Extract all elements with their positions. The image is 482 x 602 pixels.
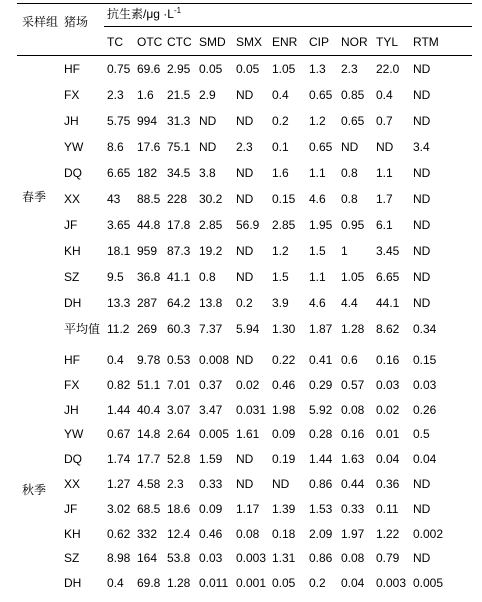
value-cell: 4.58 <box>137 477 161 491</box>
value-cell: 3.07 <box>167 403 191 417</box>
value-cell: 0.62 <box>107 527 131 541</box>
farm-cell: DH <box>64 296 82 310</box>
value-cell: 51.1 <box>137 378 161 392</box>
value-cell: 7.37 <box>199 322 223 336</box>
value-cell: 5.94 <box>236 322 260 336</box>
value-cell: 0.26 <box>413 403 437 417</box>
value-cell: 5.92 <box>309 403 333 417</box>
value-cell: 8.6 <box>107 140 124 154</box>
value-cell: 0.67 <box>107 427 131 441</box>
value-cell: 0.46 <box>272 378 296 392</box>
value-cell: 41.1 <box>167 270 191 284</box>
value-cell: 3.47 <box>199 403 223 417</box>
farm-cell: DQ <box>64 166 82 180</box>
value-cell: 0.16 <box>376 353 400 367</box>
value-cell: 0.008 <box>199 353 230 367</box>
value-cell: 0.05 <box>236 62 260 76</box>
value-cell: 75.1 <box>167 140 191 154</box>
value-cell: 17.8 <box>167 218 191 232</box>
value-cell: 36.8 <box>137 270 161 284</box>
value-cell: 1.30 <box>272 322 296 336</box>
value-cell: 332 <box>137 527 158 541</box>
value-cell: 2.85 <box>199 218 223 232</box>
value-cell: 0.29 <box>309 378 333 392</box>
value-cell: 0.003 <box>376 576 407 590</box>
value-cell: 2.64 <box>167 427 191 441</box>
value-cell: ND <box>413 114 431 128</box>
header-antibiotic-tc: TC <box>107 35 123 49</box>
header-bottom-rule <box>17 55 472 56</box>
value-cell: 31.3 <box>167 114 191 128</box>
value-cell: 13.3 <box>107 296 131 310</box>
value-cell: 18.6 <box>167 502 191 516</box>
value-cell: 0.08 <box>341 403 365 417</box>
unit-main: 抗生素/μg <box>107 7 160 21</box>
value-cell: 68.5 <box>137 502 161 516</box>
value-cell: 3.02 <box>107 502 131 516</box>
value-cell: 6.65 <box>376 270 400 284</box>
value-cell: ND <box>413 270 431 284</box>
value-cell: ND <box>236 353 254 367</box>
value-cell: 0.2 <box>309 576 326 590</box>
value-cell: 0.2 <box>272 114 289 128</box>
unit-L: L <box>167 7 174 21</box>
unit-dot: · <box>163 7 168 21</box>
value-cell: 1.28 <box>341 322 365 336</box>
value-cell: 52.8 <box>167 452 191 466</box>
value-cell: 34.5 <box>167 166 191 180</box>
value-cell: 0.09 <box>272 427 296 441</box>
value-cell: 1.1 <box>376 166 393 180</box>
value-cell: 1.97 <box>341 527 365 541</box>
farm-cell: XX <box>64 192 81 206</box>
value-cell: ND <box>413 192 431 206</box>
value-cell: 0.33 <box>341 502 365 516</box>
value-cell: 1.95 <box>309 218 333 232</box>
value-cell: 0.4 <box>376 88 393 102</box>
value-cell: 1.59 <box>199 452 223 466</box>
value-cell: 1 <box>341 244 348 258</box>
farm-cell: JF <box>64 502 78 516</box>
value-cell: 60.3 <box>167 322 191 336</box>
table-top-rule <box>17 3 472 4</box>
value-cell: 11.2 <box>107 322 130 336</box>
farm-cell: DQ <box>64 452 82 466</box>
value-cell: ND <box>413 218 431 232</box>
value-cell: 1.98 <box>272 403 296 417</box>
farm-cell: FX <box>64 88 80 102</box>
value-cell: 0.4 <box>107 576 124 590</box>
value-cell: 1.05 <box>341 270 365 284</box>
value-cell: 0.82 <box>107 378 131 392</box>
value-cell: 0.33 <box>199 477 223 491</box>
farm-cell: JH <box>64 403 79 417</box>
value-cell: 3.8 <box>199 166 216 180</box>
farm-cell: XX <box>64 477 81 491</box>
value-cell: 0.65 <box>309 140 333 154</box>
farm-cell: FX <box>64 378 80 392</box>
value-cell: 0.03 <box>376 378 400 392</box>
value-cell: 2.9 <box>199 88 216 102</box>
value-cell: ND <box>272 477 290 491</box>
value-cell: 1.6 <box>137 88 154 102</box>
value-cell: 1.61 <box>236 427 260 441</box>
value-cell: ND <box>413 296 431 310</box>
value-cell: ND <box>413 166 431 180</box>
value-cell: 3.65 <box>107 218 131 232</box>
value-cell: ND <box>199 114 217 128</box>
header-farm: 猪场 <box>64 15 89 29</box>
value-cell: 0.03 <box>413 378 437 392</box>
value-cell: 0.34 <box>413 322 437 336</box>
value-cell: 0.22 <box>272 353 296 367</box>
value-cell: 19.2 <box>199 244 223 258</box>
value-cell: 2.09 <box>309 527 333 541</box>
value-cell: 0.5 <box>413 427 430 441</box>
value-cell: 1.27 <box>107 477 131 491</box>
season-label-spring: 春季 <box>22 190 47 204</box>
farm-cell: YW <box>64 427 84 441</box>
value-cell: ND <box>236 114 254 128</box>
farm-cell: HF <box>64 62 80 76</box>
value-cell: 2.3 <box>236 140 253 154</box>
value-cell: 3.45 <box>376 244 400 258</box>
value-cell: ND <box>199 140 217 154</box>
value-cell: 1.63 <box>341 452 365 466</box>
value-cell: 69.8 <box>137 576 161 590</box>
value-cell: 21.5 <box>167 88 191 102</box>
value-cell: 0.7 <box>376 114 393 128</box>
value-cell: ND <box>341 140 359 154</box>
value-cell: 182 <box>137 166 158 180</box>
value-cell: 0.031 <box>236 403 267 417</box>
value-cell: 1.17 <box>236 502 260 516</box>
value-cell: 269 <box>137 322 158 336</box>
farm-cell: YW <box>64 140 84 154</box>
header-antibiotic-nor: NOR <box>341 35 368 49</box>
header-sample-group: 采样组 <box>22 15 59 29</box>
value-cell: 0.09 <box>199 502 223 516</box>
value-cell: 0.04 <box>376 452 400 466</box>
value-cell: 8.62 <box>376 322 400 336</box>
value-cell: 0.85 <box>341 88 365 102</box>
header-antibiotic-rtm: RTM <box>413 35 439 49</box>
value-cell: 0.003 <box>236 551 267 565</box>
value-cell: 0.02 <box>236 378 260 392</box>
header-antibiotic-cip: CIP <box>309 35 330 49</box>
value-cell: 0.19 <box>272 452 296 466</box>
value-cell: 0.65 <box>309 88 333 102</box>
value-cell: 1.53 <box>309 502 333 516</box>
value-cell: 9.5 <box>107 270 124 284</box>
value-cell: 0.05 <box>199 62 223 76</box>
value-cell: 1.1 <box>309 270 326 284</box>
value-cell: 44.1 <box>376 296 400 310</box>
value-cell: 0.11 <box>376 502 399 516</box>
value-cell: ND <box>413 62 431 76</box>
value-cell: 69.6 <box>137 62 161 76</box>
value-cell: 0.36 <box>376 477 400 491</box>
value-cell: 0.86 <box>309 477 333 491</box>
farm-cell: SZ <box>64 270 80 284</box>
header-antibiotic-otc: OTC <box>137 35 163 49</box>
value-cell: 0.46 <box>199 527 223 541</box>
season-label-autumn: 秋季 <box>22 483 47 497</box>
value-cell: 0.15 <box>413 353 437 367</box>
value-cell: 164 <box>137 551 158 565</box>
value-cell: 1.39 <box>272 502 296 516</box>
value-cell: 88.5 <box>137 192 161 206</box>
value-cell: 87.3 <box>167 244 191 258</box>
value-cell: ND <box>413 88 431 102</box>
value-cell: 13.8 <box>199 296 223 310</box>
value-cell: 6.1 <box>376 218 393 232</box>
value-cell: 17.7 <box>137 452 161 466</box>
value-cell: 0.95 <box>341 218 365 232</box>
value-cell: 0.41 <box>309 353 333 367</box>
value-cell: ND <box>376 140 394 154</box>
header-antibiotic-ctc: CTC <box>167 35 192 49</box>
farm-cell: JF <box>64 218 78 232</box>
value-cell: 8.98 <box>107 551 131 565</box>
value-cell: 0.18 <box>272 527 296 541</box>
value-cell: 1.05 <box>272 62 296 76</box>
value-cell: ND <box>413 502 431 516</box>
unit-exponent: -1 <box>173 6 182 15</box>
value-cell: 7.01 <box>167 378 191 392</box>
value-cell: 0.4 <box>272 88 289 102</box>
value-cell: 18.1 <box>107 244 131 258</box>
value-cell: ND <box>236 88 254 102</box>
value-cell: 0.001 <box>236 576 267 590</box>
value-cell: 0.04 <box>413 452 437 466</box>
value-cell: 14.8 <box>137 427 161 441</box>
value-cell: 0.04 <box>341 576 365 590</box>
value-cell: 1.28 <box>167 576 191 590</box>
value-cell: 0.65 <box>341 114 365 128</box>
farm-cell: 平均值 <box>64 322 101 336</box>
value-cell: 0.02 <box>376 403 400 417</box>
value-cell: 0.03 <box>199 551 223 565</box>
value-cell: 4.4 <box>341 296 358 310</box>
header-antibiotic-smx: SMX <box>236 35 263 49</box>
value-cell: ND <box>413 477 431 491</box>
value-cell: 994 <box>137 114 158 128</box>
value-cell: 17.6 <box>137 140 161 154</box>
value-cell: 56.9 <box>236 218 260 232</box>
value-cell: 959 <box>137 244 158 258</box>
value-cell: 1.44 <box>107 403 131 417</box>
value-cell: ND <box>413 244 431 258</box>
value-cell: 0.37 <box>199 378 223 392</box>
value-cell: 1.5 <box>309 244 326 258</box>
value-cell: 1.31 <box>272 551 296 565</box>
value-cell: 287 <box>137 296 158 310</box>
value-cell: 43 <box>107 192 121 206</box>
value-cell: 9.78 <box>137 353 161 367</box>
farm-cell: DH <box>64 576 82 590</box>
value-cell: ND <box>413 551 431 565</box>
value-cell: 0.53 <box>167 353 191 367</box>
value-cell: 30.2 <box>199 192 223 206</box>
value-cell: 0.011 <box>199 576 229 590</box>
value-cell: ND <box>236 270 254 284</box>
value-cell: 1.3 <box>309 62 326 76</box>
value-cell: 1.7 <box>376 192 393 206</box>
value-cell: 0.44 <box>341 477 365 491</box>
value-cell: 3.9 <box>272 296 289 310</box>
value-cell: 1.2 <box>309 114 326 128</box>
value-cell: 0.05 <box>272 576 296 590</box>
value-cell: 0.8 <box>341 166 358 180</box>
value-cell: ND <box>236 477 254 491</box>
value-cell: 1.6 <box>272 166 289 180</box>
value-cell: 0.8 <box>199 270 216 284</box>
value-cell: 2.85 <box>272 218 296 232</box>
value-cell: 0.57 <box>341 378 365 392</box>
value-cell: 22.0 <box>376 62 400 76</box>
value-cell: 0.01 <box>376 427 400 441</box>
value-cell: 2.3 <box>341 62 358 76</box>
farm-cell: KH <box>64 244 81 258</box>
value-cell: 1.5 <box>272 270 289 284</box>
value-cell: 0.2 <box>236 296 253 310</box>
value-cell: 0.08 <box>236 527 260 541</box>
value-cell: 6.65 <box>107 166 131 180</box>
farm-cell: HF <box>64 353 80 367</box>
farm-cell: KH <box>64 527 81 541</box>
header-antibiotic-smd: SMD <box>199 35 226 49</box>
value-cell: 5.75 <box>107 114 131 128</box>
value-cell: 1.22 <box>376 527 400 541</box>
value-cell: 228 <box>167 192 188 206</box>
value-cell: 12.4 <box>167 527 191 541</box>
value-cell: 1.87 <box>309 322 333 336</box>
value-cell: 40.4 <box>137 403 161 417</box>
value-cell: ND <box>236 192 254 206</box>
value-cell: 0.005 <box>199 427 230 441</box>
value-cell: 0.002 <box>413 527 444 541</box>
value-cell: 1.2 <box>272 244 289 258</box>
value-cell: 0.1 <box>272 140 289 154</box>
value-cell: 0.4 <box>107 353 124 367</box>
value-cell: 4.6 <box>309 192 326 206</box>
header-unit-rule <box>104 26 472 27</box>
value-cell: ND <box>236 244 254 258</box>
value-cell: 4.6 <box>309 296 326 310</box>
value-cell: 0.6 <box>341 353 358 367</box>
value-cell: 0.16 <box>341 427 365 441</box>
value-cell: 0.79 <box>376 551 400 565</box>
value-cell: 0.75 <box>107 62 131 76</box>
value-cell: 1.44 <box>309 452 333 466</box>
value-cell: 0.15 <box>272 192 296 206</box>
value-cell: 64.2 <box>167 296 191 310</box>
value-cell: 2.3 <box>167 477 184 491</box>
value-cell: 0.28 <box>309 427 333 441</box>
value-cell: 53.8 <box>167 551 191 565</box>
header-unit <box>107 7 181 21</box>
value-cell: 1.74 <box>107 452 131 466</box>
farm-cell: JH <box>64 114 79 128</box>
value-cell: 0.08 <box>341 551 365 565</box>
value-cell: 2.95 <box>167 62 191 76</box>
value-cell: 44.8 <box>137 218 161 232</box>
value-cell: 0.005 <box>413 576 444 590</box>
value-cell: 3.4 <box>413 140 430 154</box>
value-cell: 2.3 <box>107 88 124 102</box>
value-cell: ND <box>236 166 254 180</box>
value-cell: 0.8 <box>341 192 358 206</box>
value-cell: 0.86 <box>309 551 333 565</box>
value-cell: 1.1 <box>309 166 326 180</box>
farm-cell: SZ <box>64 551 80 565</box>
header-antibiotic-tyl: TYL <box>376 35 399 49</box>
header-antibiotic-enr: ENR <box>272 35 298 49</box>
value-cell: ND <box>236 452 254 466</box>
